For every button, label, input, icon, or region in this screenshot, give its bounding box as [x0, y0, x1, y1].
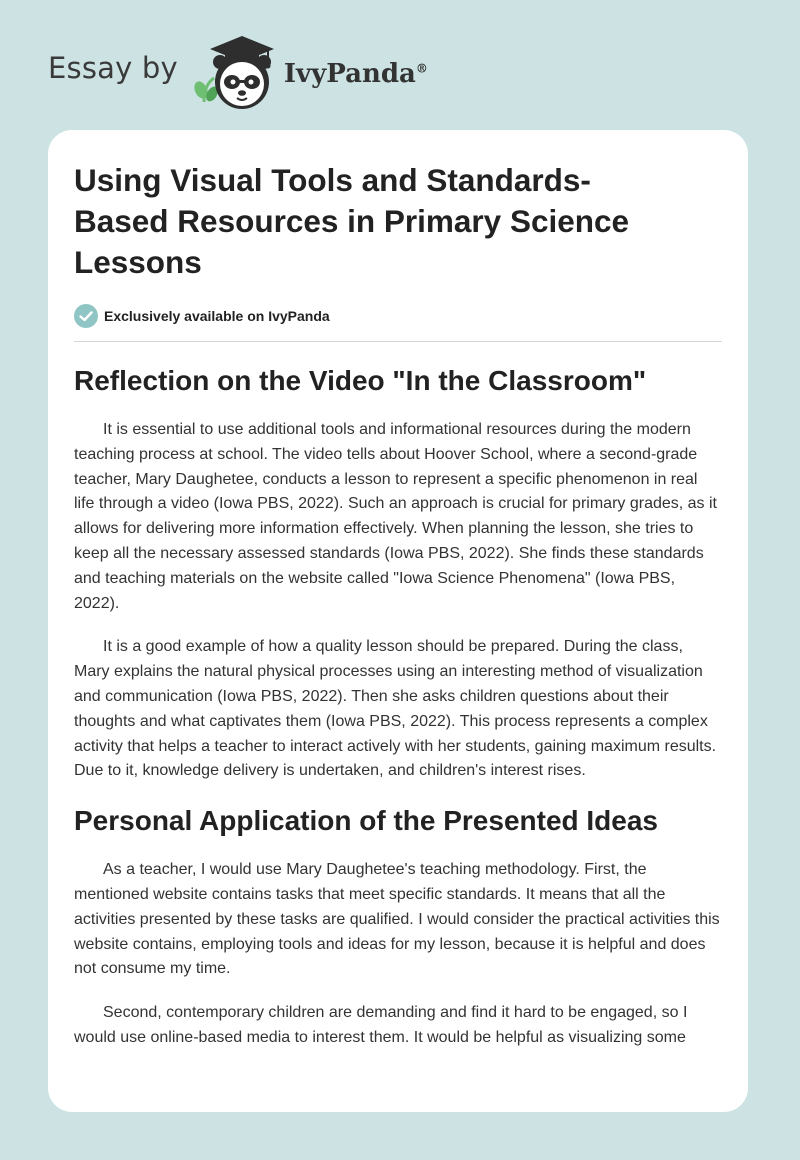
section-heading: Personal Application of the Presented Ideas	[74, 805, 658, 837]
brand-name[interactable]	[284, 59, 428, 89]
exclusive-badge	[74, 303, 722, 329]
check-circle-icon	[74, 304, 98, 328]
paragraph: As a teacher, I would use Mary Daughetee's teaching methodology. First, the mentioned website contains tasks that meet specific standards. It means that all the activities presented by these tasks are qualified. I would consider the practical activities this website contains, employing tools and ideas for my lesson, because it is helpful and does not consume my time.	[74, 861, 720, 978]
section-heading: Reflection on the Video "In the Classroom"	[74, 365, 647, 396]
essay-card	[48, 130, 748, 1112]
paragraph: It is essential to use additional tools and informational resources during the modern teaching process at school. The video tells about Hoover School, where a second-grade teacher, Mary Daughetee, conducts a lesson to represent a specific phenomenon in real life through a video (Iowa PBS, 2022). Such an approach is crucial for primary grades, as it allows for delivering more information effectively. When planning the lesson, she tries to keep all the necessary assessed standards (Iowa PBS, 2022). She finds these standards and teaching materials on the website called "Iowa Science Phenomena" (Iowa PBS, 2022).	[74, 421, 717, 612]
panda-graduate-icon[interactable]	[192, 32, 278, 112]
title-divider	[74, 341, 722, 342]
section-reflection	[74, 364, 722, 784]
essay-title: Using Visual Tools and Standards-Based Resources in Primary Science Lessons	[74, 162, 630, 280]
brand-text: IvyPanda	[283, 59, 416, 89]
paragraph: It is a good example of how a quality lesson should be prepared. During the class, Mary explains the natural physical processes using an interesting method of visualization and communication (Iowa PBS, 2022). Then she asks children questions about their thoughts and what captivates them (Iowa PBS, 2022). This process represents a complex activity that helps a teacher to interact actively with her students, gaining maximum results. Due to it, knowledge delivery is undertaken, and children's interest rises.	[74, 638, 717, 780]
exclusive-badge-text: Exclusively available on IvyPanda	[104, 308, 330, 324]
registered-mark: ®	[415, 61, 428, 76]
section-personal-application	[74, 804, 722, 1051]
paragraph: Second, contemporary children are demanding and find it hard to be engaged, so I would use online-based media to interest them. It would be helpful as visualizing some	[74, 1004, 688, 1046]
essay-by-label: Essay by	[48, 51, 178, 85]
site-header	[48, 32, 428, 112]
